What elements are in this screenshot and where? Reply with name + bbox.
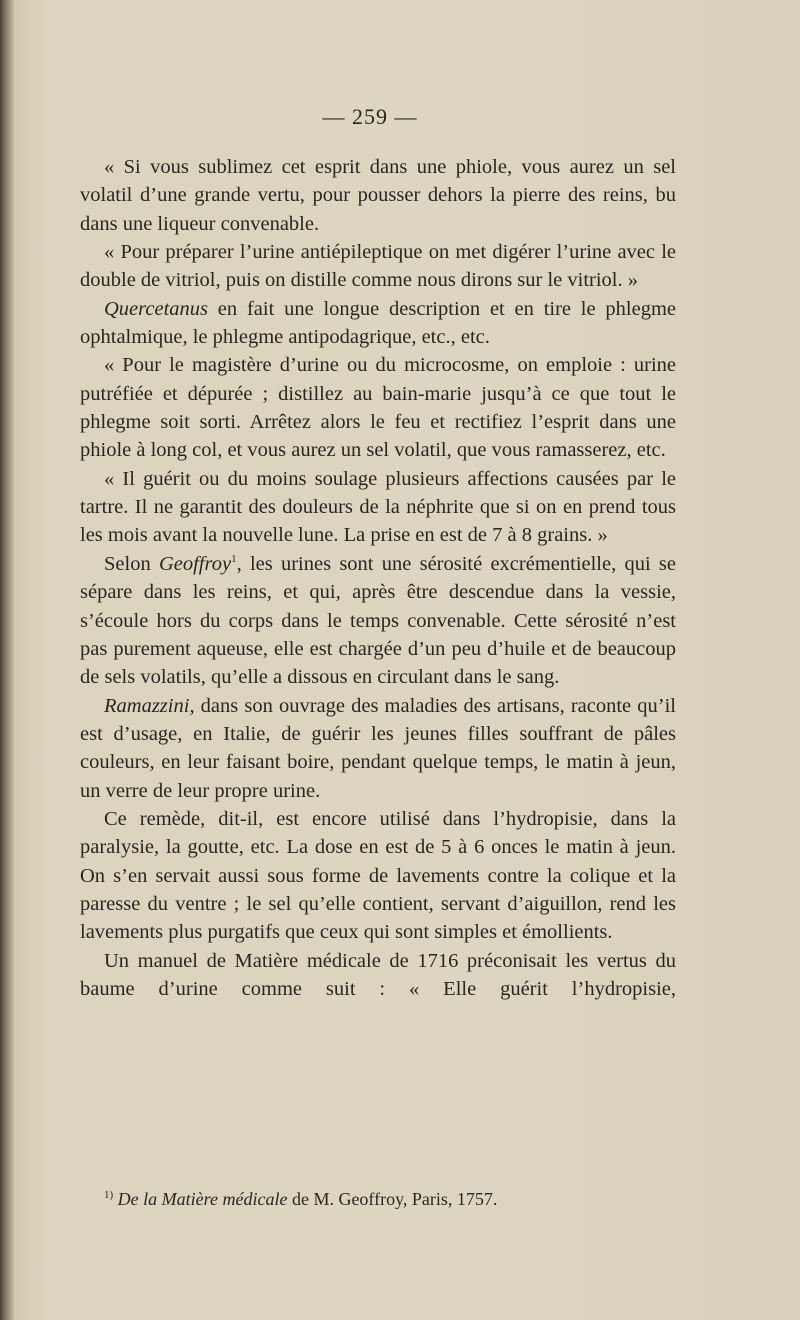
footnote-title: De la Matière médicale bbox=[117, 1189, 288, 1209]
paragraph bbox=[80, 550, 676, 692]
footnote bbox=[104, 1187, 704, 1211]
paragraph bbox=[80, 153, 676, 238]
paragraph bbox=[80, 947, 676, 1004]
author-name: Geoffroy bbox=[158, 552, 232, 575]
author-name: Ramazzini bbox=[104, 694, 190, 717]
paragraph-text: « Pour le magistère d’urine ou du microcosme, on emploie : urine putréfiée et dépurée ; distillez au bain-marie jusqu’à ce que tout le phlegme soit sorti. Arrêtez alors le feu et rectifiez l’esprit dans une phiole à long col, et vous aurez un sel volatil, que vous ramasserez, etc. bbox=[80, 354, 676, 462]
paragraph-text: , les urines sont une sérosité excrémentielle, qui se sépare dans les reins, et qui, après être descendue dans la vessie, s’écoule hors du corps dans le temps convenable. Cette sérosité n’est pas purement aqueuse, elle est chargée d’un peu d’huile et de beaucoup de sels volatils, qu’elle a dissous en circulant dans le sang. bbox=[80, 552, 676, 689]
page-number: — 259 — bbox=[322, 104, 418, 129]
footnote-ref: 1 bbox=[231, 552, 237, 565]
footnote-marker: 1) bbox=[104, 1189, 114, 1201]
paragraph bbox=[80, 692, 676, 805]
paragraph bbox=[80, 351, 676, 464]
paragraph bbox=[80, 295, 676, 352]
paragraph-text: en fait une longue description et en tire le phlegme ophtalmique, le phlegme antipodagrique, etc., etc. bbox=[80, 297, 676, 349]
paragraph bbox=[80, 805, 676, 947]
paragraph-text: Un manuel de Matière médicale de 1716 préconisait les vertus du baume d’urine comme suit : « Elle guérit l’hydropisie, bbox=[80, 949, 676, 1000]
paragraph bbox=[80, 465, 676, 550]
paragraph-text: Selon bbox=[104, 552, 159, 575]
body-text bbox=[80, 153, 676, 1003]
paragraph-text: , dans son ouvrage des maladies des artisans, raconte qu’il est d’usage, en Italie, de guérir les jeunes filles souffrant de pâles couleurs, en leur faisant boire, pendant quelque temps, le matin à jeun, un verre de leur propre urine. bbox=[80, 694, 676, 802]
paragraph-text: « Il guérit ou du moins soulage plusieurs affections causées par le tartre. Il ne garantit des douleurs de la néphrite que si on en prend tous les mois avant la nouvelle lune. La prise en est de 7 à 8 grains. » bbox=[80, 467, 676, 547]
paragraph-text: Ce remède, dit-il, est encore utilisé dans l’hydropisie, dans la paralysie, la goutte, etc. La dose en est de 5 à 6 onces le matin à jeun. On s’en servait aussi sous forme de lavements contre la colique et la paresse du ventre ; le sel qu’elle contient, servant d’aiguillon, rend les lavements plus purgatifs que ceux qui sont simples et émollients. bbox=[80, 807, 676, 944]
book-spine-shadow bbox=[0, 0, 14, 1320]
paragraph-text: « Si vous sublimez cet esprit dans une phiole, vous aurez un sel volatil d’une grande vertu, pour pousser dehors la pierre des reins, bu dans une liqueur convenable. bbox=[80, 156, 676, 235]
paragraph bbox=[80, 238, 676, 295]
paragraph-text: « Pour préparer l’urine antiépileptique on met digérer l’urine avec le double de vitriol, puis on distille comme nous dirons sur le vitriol. » bbox=[80, 241, 676, 292]
footnote-text: de M. Geoffroy, Paris, 1757. bbox=[287, 1189, 498, 1209]
author-name: Quercetanus bbox=[104, 297, 208, 320]
